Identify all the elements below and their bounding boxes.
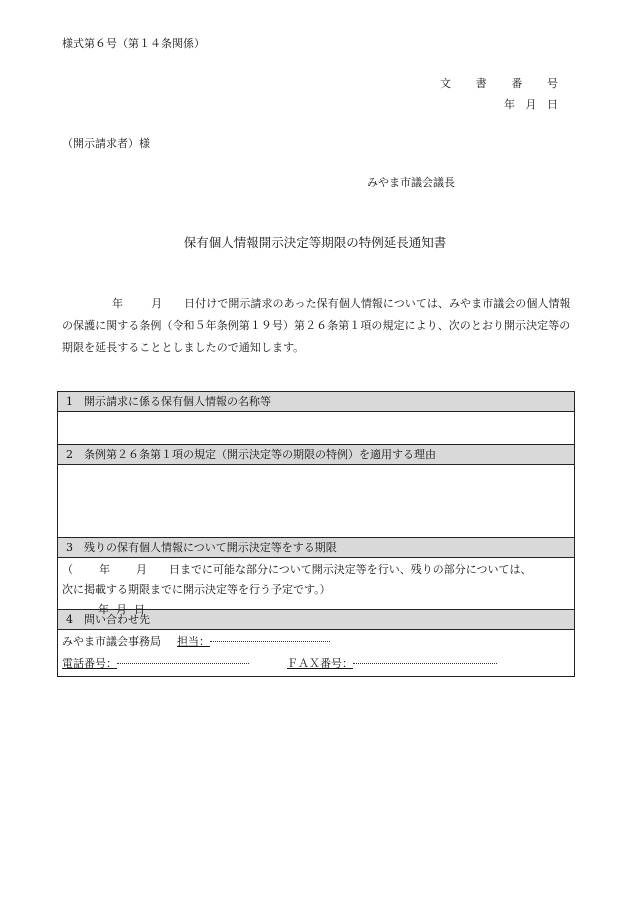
body-paragraph [62,293,574,359]
document-title: 保有個人情報開示決定等期限の特例延長通知書 [183,235,447,250]
section-1-header: 1 開示請求に係る保有個人情報の名称等 [58,392,574,412]
tel-label: 電話番号： [62,657,117,670]
final-date-year: 年 [98,603,109,616]
contact-label: 担当： [177,635,210,648]
section-3-content [58,558,574,616]
section-2-content [58,465,574,538]
section-1 [58,392,574,445]
deadline-year: 年 [99,563,110,576]
doc-number-char: 番 [511,77,523,90]
office-name: みやま市議会事務局 [62,635,161,648]
document-date-label [440,96,558,112]
section-3-header: 3 残りの保有個人情報について開示決定等をする期限 [58,538,574,558]
open-paren: （ [62,563,73,576]
section-3 [58,538,574,616]
tel-fax-row [62,652,570,674]
addressee: （開示請求者）様 [62,137,150,150]
sender: みやま市議会議長 [367,176,455,189]
section-3-line1 [62,560,570,580]
section-3-date [62,600,570,620]
tel-field[interactable] [117,652,249,664]
body-month: 月 [151,297,163,310]
contact-row [62,630,570,652]
body-year: 年 [112,297,124,310]
body-text: 日付けで開示請求のあった保有個人情報については、みやま市議会の個人情報の保護に関する条例（令和５年条例第１９号）第２６条第１項の規定により、次のとおり開示決定等の期限を延長することとしましたので通知します。 [62,297,571,354]
document-number-label [440,75,558,91]
final-date-day: 日 [134,603,145,616]
fax-field[interactable] [353,652,497,664]
section-4-header: 4 問い合わせ先 [58,610,574,630]
fax-label: ＦＡＸ番号： [287,657,353,670]
doc-number-char: 号 [546,77,558,90]
info-table [57,391,575,677]
doc-number-char: 文 [440,77,451,90]
contact-field[interactable] [210,630,330,642]
doc-date-month: 月 [525,98,537,111]
section-3-line2: 次に掲載する期限までに開示決定等を行う予定です。） [62,583,331,596]
section-1-content [58,412,574,445]
form-number: 様式第６号（第１４条関係） [62,37,205,50]
doc-number-char: 書 [475,77,487,90]
section-2-header: 2 条例第２６条第１項の規定（開示決定等の期限の特例）を適用する理由 [58,445,574,465]
section-4-content [58,630,574,676]
section-3-line1-text: 日までに可能な部分について開示決定等を行い、残りの部分については、 [169,563,532,576]
doc-date-year: 年 [504,98,515,111]
doc-date-day: 日 [547,98,558,111]
section-2 [58,445,574,538]
final-date-month: 月 [116,603,127,616]
deadline-month: 月 [136,563,147,576]
